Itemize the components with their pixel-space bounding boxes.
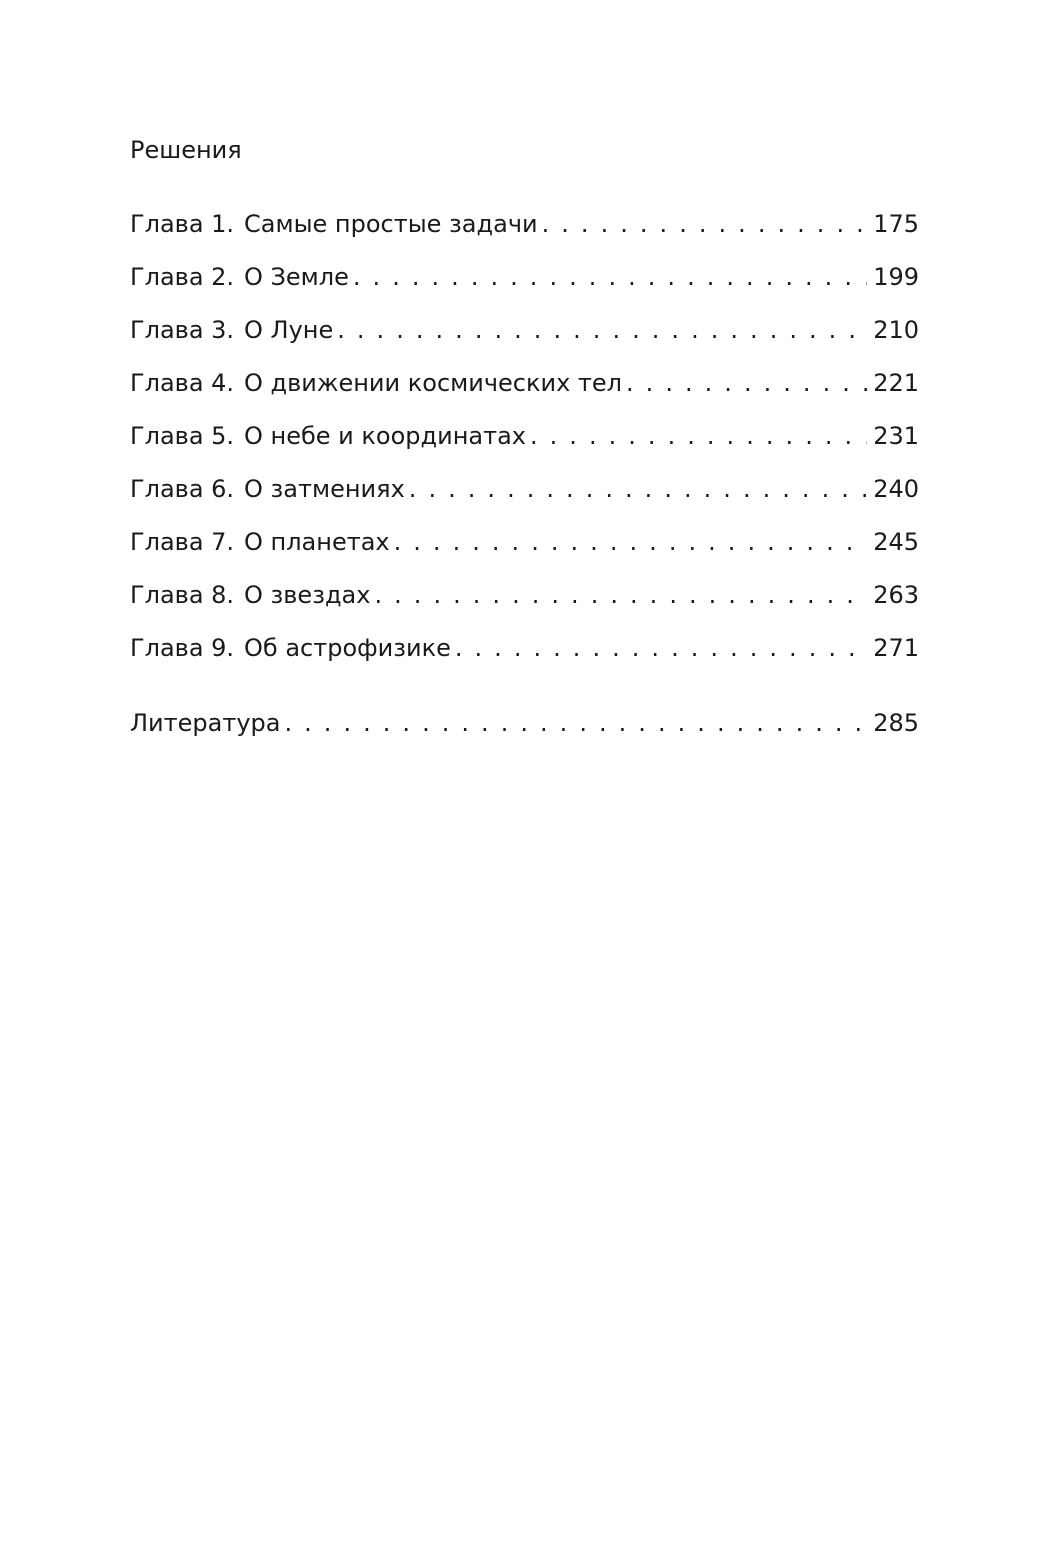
dot-leader — [542, 207, 868, 241]
dot-leader — [353, 260, 867, 294]
dot-leader — [394, 525, 868, 559]
chapter-title: О планетах — [244, 528, 390, 556]
dot-leader — [530, 419, 867, 453]
chapter-title: О Луне — [244, 316, 334, 344]
page-number: 240 — [873, 475, 919, 503]
page-number: 285 — [873, 709, 919, 737]
toc-entry-chapter-5[interactable] — [130, 419, 919, 472]
chapter-title: Самые простые задачи — [244, 210, 538, 238]
toc-entry-chapter-4[interactable] — [130, 366, 919, 419]
dot-leader — [374, 578, 867, 612]
chapter-number: Глава 3. — [130, 316, 235, 344]
toc-list — [130, 207, 919, 684]
chapter-number: Глава 8. — [130, 581, 235, 609]
literature-title: Литература — [130, 709, 281, 737]
chapter-number: Глава 6. — [130, 475, 235, 503]
chapter-number: Глава 4. — [130, 369, 235, 397]
toc-entry-chapter-1[interactable] — [130, 207, 919, 260]
chapter-number: Глава 9. — [130, 634, 235, 662]
dot-leader — [626, 366, 867, 400]
toc-entry-chapter-9[interactable] — [130, 631, 919, 684]
page-number: 221 — [873, 369, 919, 397]
chapter-title: Об астрофизике — [244, 634, 451, 662]
chapter-number: Глава 7. — [130, 528, 235, 556]
toc-entry-chapter-2[interactable] — [130, 260, 919, 313]
chapter-number: Глава 1. — [130, 210, 235, 238]
page-number: 245 — [873, 528, 919, 556]
dot-leader — [455, 631, 867, 665]
page-number: 210 — [873, 316, 919, 344]
section-title: Решения — [130, 136, 242, 164]
toc-entry-chapter-8[interactable] — [130, 578, 919, 631]
page-number: 175 — [873, 210, 919, 238]
page-number: 271 — [873, 634, 919, 662]
toc-entry-chapter-7[interactable] — [130, 525, 919, 578]
chapter-title: О небе и координатах — [244, 422, 526, 450]
dot-leader — [284, 706, 867, 740]
chapter-title: О движении космических тел — [244, 369, 622, 397]
chapter-title: О звездах — [244, 581, 371, 609]
page-number: 199 — [873, 263, 919, 291]
dot-leader — [409, 472, 867, 506]
toc-entry-literature[interactable] — [130, 706, 919, 759]
toc-entry-chapter-3[interactable] — [130, 313, 919, 366]
chapter-title: О Земле — [244, 263, 349, 291]
toc-entry-chapter-6[interactable] — [130, 472, 919, 525]
chapter-title: О затмениях — [244, 475, 405, 503]
dot-leader — [337, 313, 867, 347]
page-number: 263 — [873, 581, 919, 609]
page-number: 231 — [873, 422, 919, 450]
chapter-number: Глава 2. — [130, 263, 235, 291]
chapter-number: Глава 5. — [130, 422, 235, 450]
